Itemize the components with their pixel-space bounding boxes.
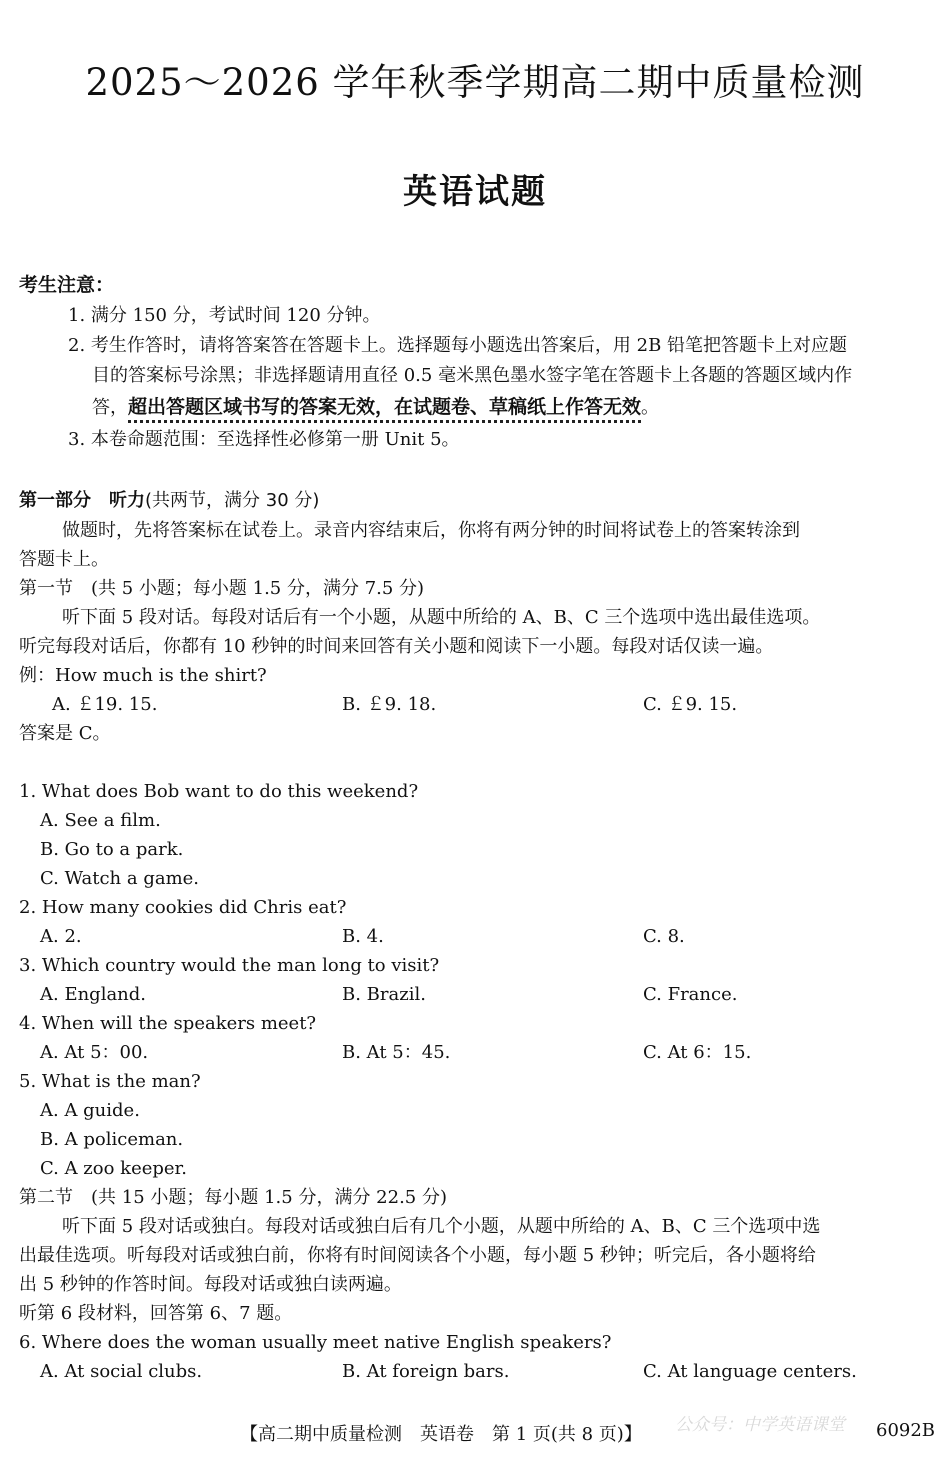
question-5-option-b: B. A policeman. [40,1129,184,1150]
exam-title: 2025～2026 学年秋季学期高二期中质量检测 [85,61,865,104]
example-option-b: B. ￡9. 18. [342,694,437,715]
question-6-option-a: A. At social clubs. [40,1361,203,1382]
section1-instr-line-1: 听下面 5 段对话。每段对话后有一个小题，从题中所给的 A、B、C 三个选项中选出最佳选项。 [62,607,821,628]
question-3-option-c: C. France. [643,984,738,1005]
question-2: 2. How many cookies did Chris eat? [19,897,347,918]
part1-heading [19,486,319,515]
question-1-option-a: A. See a film. [40,810,161,831]
notice-item-2-line-3-end: 。 [641,397,660,418]
footer-label: 【高二期中质量检测 英语卷 第 1 页(共 8 页)】 [240,1424,642,1445]
question-4-option-a: A. At 5：00. [40,1042,149,1063]
notice-emphasis: 超出答题区域书写的答案无效，在试题卷、草稿纸上作答无效 [128,396,641,423]
example-option-c: C. ￡9. 15. [643,694,738,715]
question-1: 1. What does Bob want to do this weekend? [19,781,419,802]
question-4-option-c: C. At 6：15. [643,1042,752,1063]
section1-heading: 第一节 (共 5 小题；每小题 1.5 分，满分 7.5 分) [19,578,425,599]
question-5-option-a: A. A guide. [40,1100,140,1121]
question-2-option-a: A. 2. [40,926,82,947]
question-3-option-b: B. Brazil. [342,984,426,1005]
example-answer: 答案是 C。 [19,723,111,744]
question-6: 6. Where does the woman usually meet native English speakers? [19,1332,612,1353]
footer-code: 6092B [876,1420,936,1441]
question-6-option-c: C. At language centers. [643,1361,857,1382]
exam-subtitle: 英语试题 [403,172,547,212]
question-5: 5. What is the man? [19,1071,201,1092]
section2-instr-line-2: 出最佳选项。听每段对话或独白前，你将有时间阅读各个小题，每小题 5 秒钟；听完后，各小题将给 [19,1245,816,1266]
part1-heading-label: 第一部分 听力 [19,490,145,511]
notice-item-1: 1. 满分 150 分，考试时间 120 分钟。 [68,305,381,326]
notice-heading: 考生注意： [19,274,115,296]
section1-instr-line-2: 听完每段对话后，你都有 10 秒钟的时间来回答有关小题和阅读下一小题。每段对话仅读一遍。 [19,636,774,657]
watermark: 公众号：中学英语课堂 [675,1415,845,1435]
part1-instr-line-1: 做题时，先将答案标在试卷上。录音内容结束后，你将有两分钟的时间将试卷上的答案转涂到 [62,520,800,541]
question-4-option-b: B. At 5：45. [342,1042,451,1063]
question-3: 3. Which country would the man long to visit? [19,955,440,976]
part1-heading-tail: (共两节，满分 30 分) [145,490,320,511]
question-3-option-a: A. England. [40,984,147,1005]
question-2-option-b: B. 4. [342,926,384,947]
question-1-option-c: C. Watch a game. [40,868,200,889]
section2-heading: 第二节 (共 15 小题；每小题 1.5 分，满分 22.5 分) [19,1187,447,1208]
part1-instr-line-2: 答题卡上。 [19,549,109,570]
notice-item-3: 3. 本卷命题范围：至选择性必修第一册 Unit 5。 [68,429,460,450]
notice-item-2-line-1: 2. 考生作答时，请将答案答在答题卡上。选择题每小题选出答案后，用 2B 铅笔把答题卡上对应题 [68,335,848,356]
question-4: 4. When will the speakers meet? [19,1013,317,1034]
question-2-option-c: C. 8. [643,926,685,947]
example-option-a: A. ￡19. 15. [52,694,158,715]
question-5-option-c: C. A zoo keeper. [40,1158,187,1179]
section2-material: 听第 6 段材料，回答第 6、7 题。 [19,1303,293,1324]
section2-instr-line-3: 出 5 秒钟的作答时间。每段对话或独白读两遍。 [19,1274,402,1295]
question-1-option-b: B. Go to a park. [40,839,184,860]
example-question: 例：How much is the shirt? [19,665,267,686]
notice-item-2-line-3 [92,393,659,422]
notice-item-2-line-3-start: 答， [92,397,128,418]
section2-instr-line-1: 听下面 5 段对话或独白。每段对话或独白后有几个小题，从题中所给的 A、B、C 三个选项中选 [62,1216,821,1237]
notice-item-2-line-2: 目的答案标号涂黑；非选择题请用直径 0.5 毫米黑色墨水签字笔在答题卡上各题的答题区域内作 [92,365,853,386]
question-6-option-b: B. At foreign bars. [342,1361,510,1382]
